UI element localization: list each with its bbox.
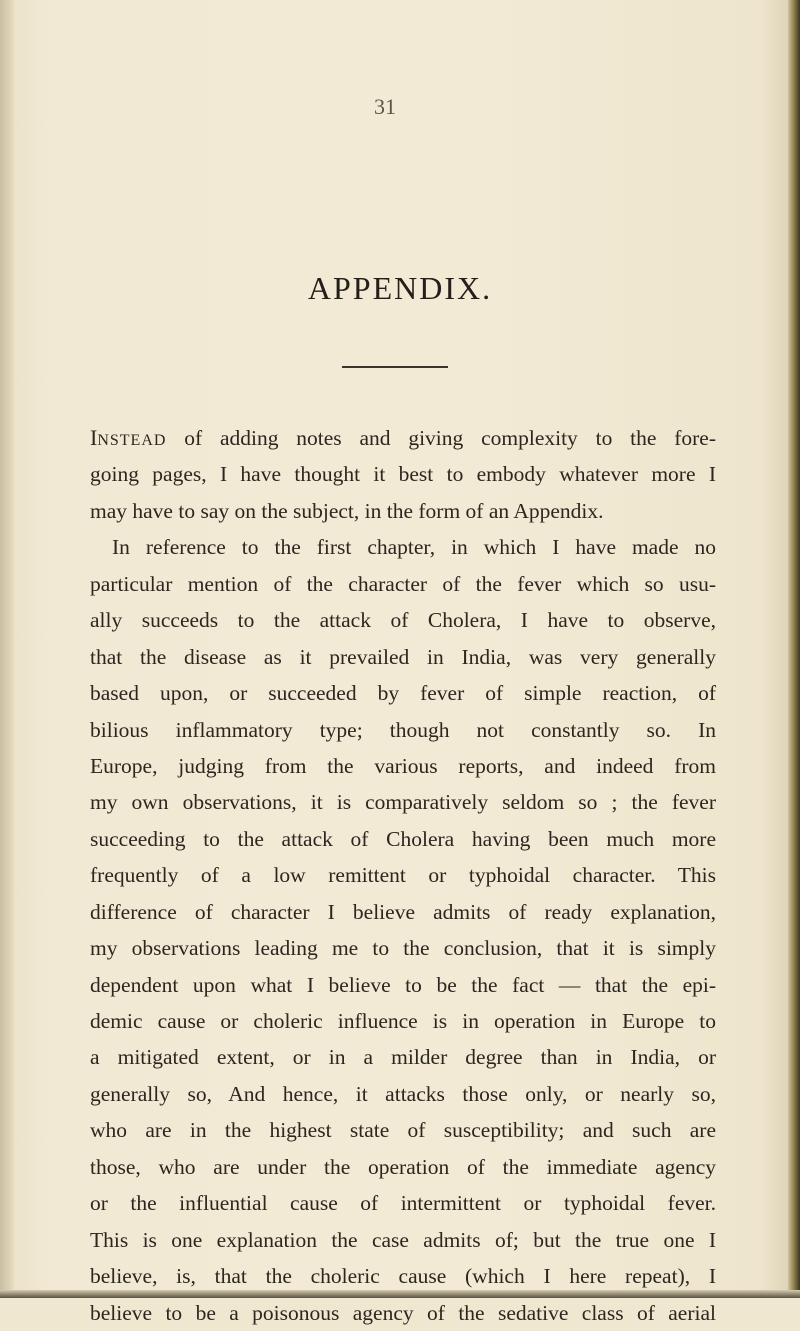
text-line-25: believe to be a poisonous agency of the sedative class of aerial	[90, 1300, 716, 1325]
text-line-9: bilious inflammatory type; though not constantly so. In	[90, 717, 716, 742]
text-line-1	[90, 420, 716, 456]
heading-rule	[342, 366, 448, 368]
text-line-14: difference of character I believe admits of ready explanation,	[90, 899, 716, 924]
text-line-18: a mitigated extent, or in a milder degree than in India, or	[90, 1045, 716, 1070]
body-text	[90, 420, 716, 1331]
line-text: of adding notes and giving complexity to the fore-	[166, 426, 716, 450]
text-line-22: or the influential cause of intermittent or typhoidal fever.	[90, 1191, 716, 1216]
text-line-11: my own observations, it is comparatively seldom so ; the fever	[90, 790, 716, 815]
drop-initial: I	[90, 425, 98, 450]
text-line-15: my observations leading me to the conclusion, that it is simply	[90, 936, 716, 961]
page-number: 31	[374, 94, 396, 119]
text-line-5: particular mention of the character of the fever which so usu-	[90, 571, 716, 596]
text-line-10: Europe, judging from the various reports, and indeed from	[90, 753, 716, 778]
text-line-4: In reference to the first chapter, in which I have made no	[112, 535, 716, 560]
text-line-21: those, who are under the operation of the immediate agency	[90, 1154, 716, 1179]
text-line-20: who are in the highest state of susceptibility; and such are	[90, 1118, 716, 1143]
text-line-17: demic cause or choleric influence is in operation in Europe to	[90, 1009, 716, 1033]
text-line-3: may have to say on the subject, in the form of an Appendix.	[90, 498, 604, 523]
text-line-2: going pages, I have thought it best to embody whatever more I	[90, 462, 716, 487]
text-line-8: based upon, or succeeded by fever of simple reaction, of	[90, 681, 716, 706]
text-line-6: ally succeeds to the attack of Cholera, I have to observe,	[90, 608, 716, 633]
page-right-edge	[788, 0, 800, 1298]
page-heading: APPENDIX.	[307, 270, 493, 306]
text-line-19: generally so, And hence, it attacks those only, or nearly so,	[90, 1081, 716, 1106]
text-line-23: This is one explanation the case admits of; but the true one I	[90, 1227, 716, 1252]
page-left-edge	[0, 0, 14, 1298]
text-line-13: frequently of a low remittent or typhoidal character. This	[90, 863, 716, 888]
text-line-16: dependent upon what I believe to be the fact — that the epi-	[90, 972, 716, 997]
text-line-24: believe, is, that the choleric cause (which I here repeat), I	[90, 1264, 716, 1289]
text-line-12: succeeding to the attack of Cholera having been much more	[90, 826, 716, 851]
small-caps-word: NSTEAD	[97, 432, 167, 449]
text-line-7: that the disease as it prevailed in India, was very generally	[90, 644, 716, 669]
